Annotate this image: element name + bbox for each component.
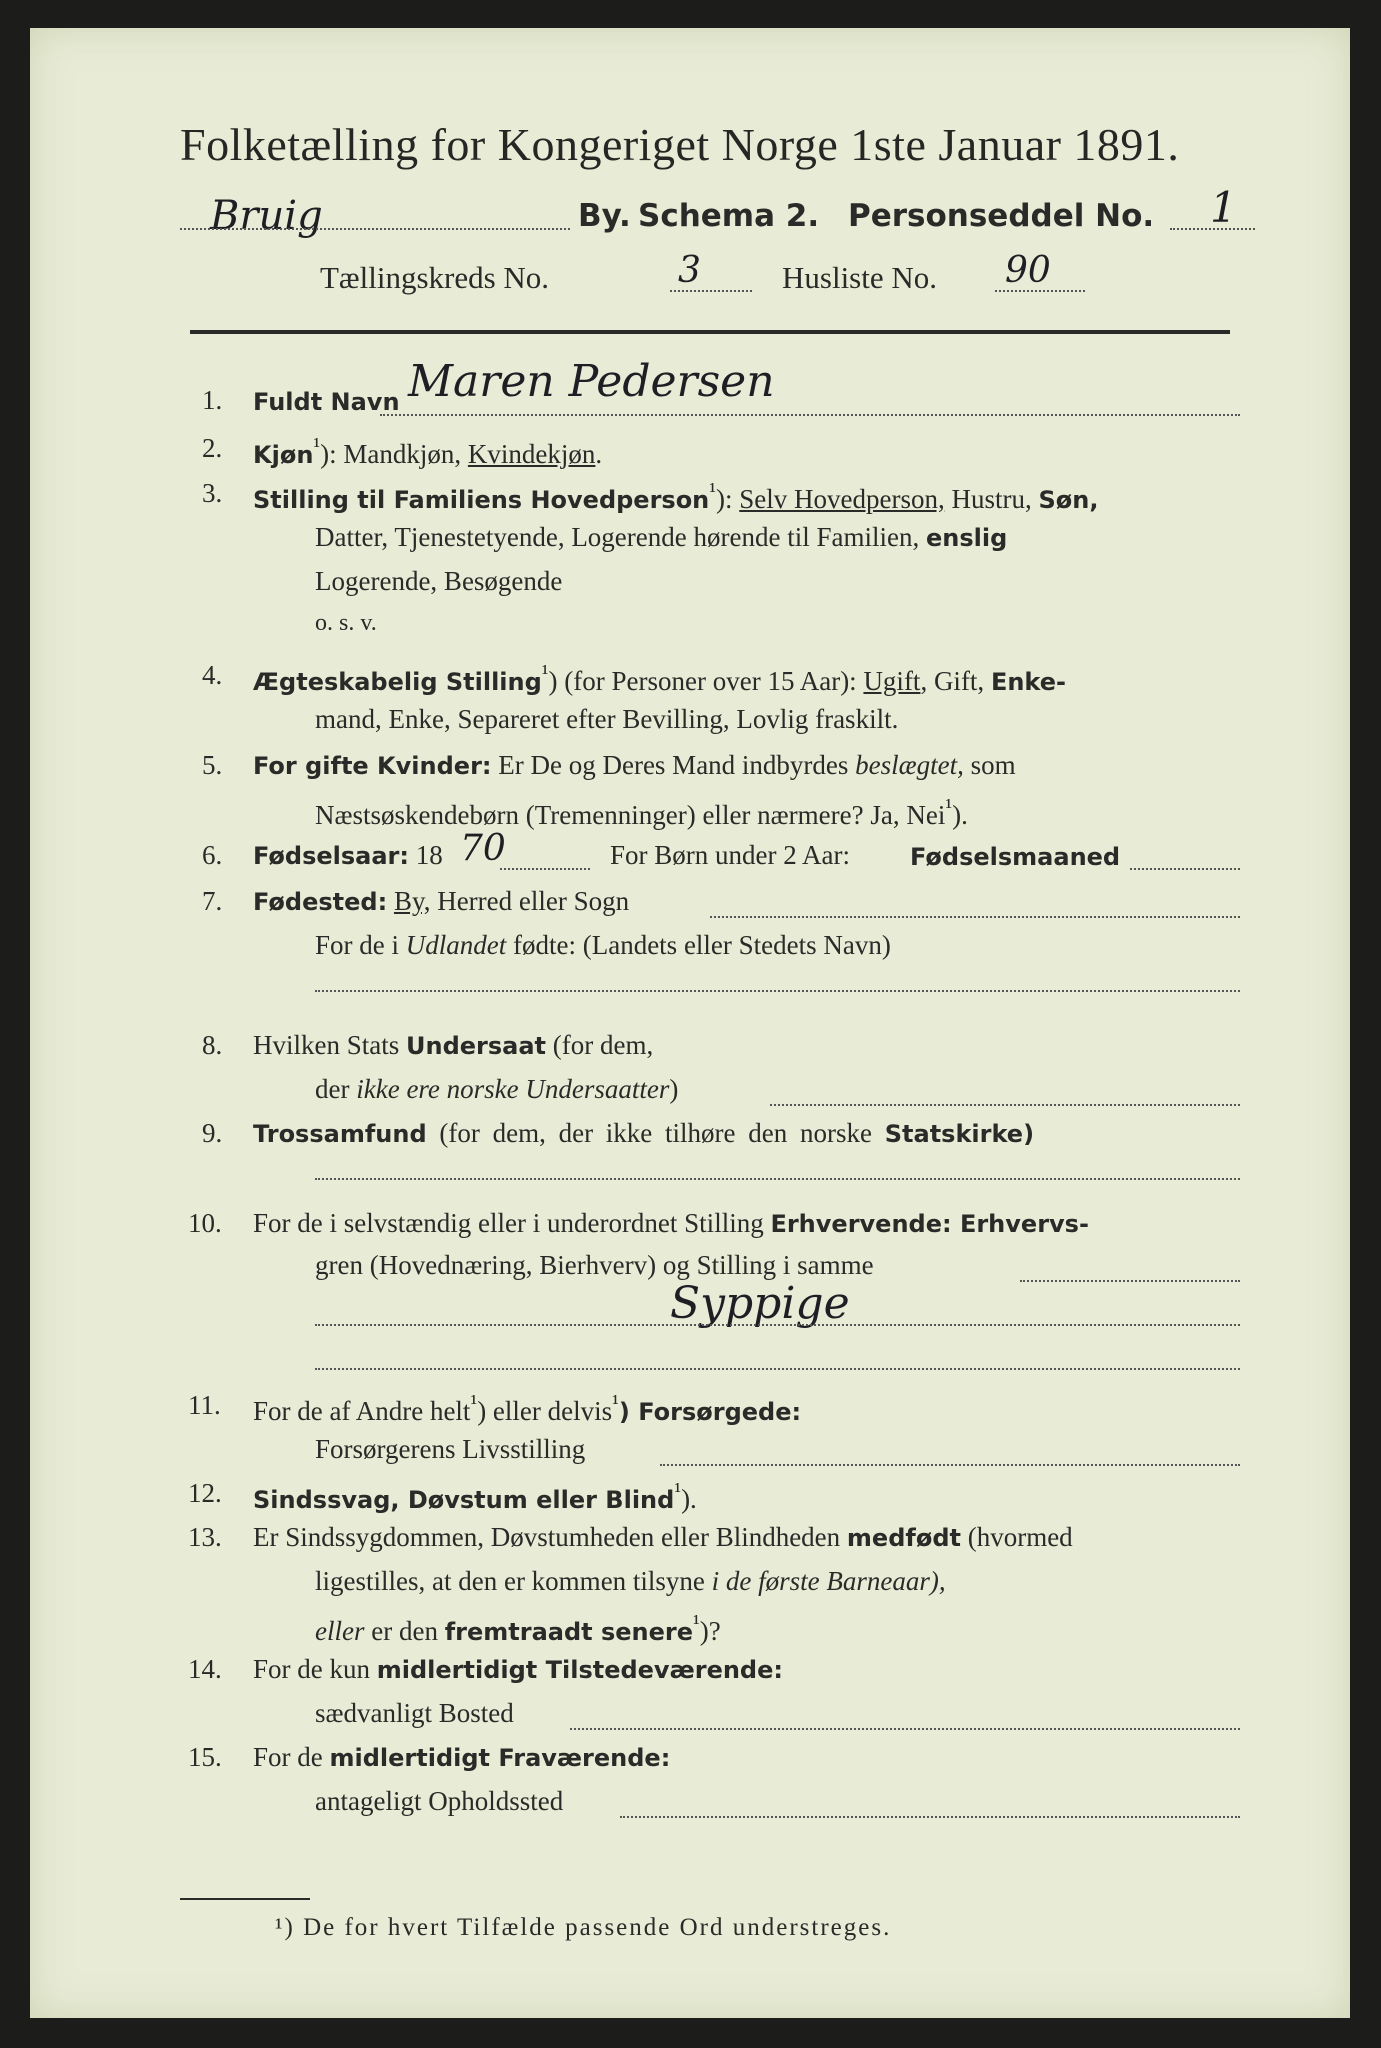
q3-line2-text: Datter, Tjenestetyende, Logerende hørende til Familien, <box>315 522 926 552</box>
city-handwritten: Bruig <box>210 193 323 239</box>
q13-line2-italic: i de første Barneaar), <box>711 1566 946 1596</box>
header-rule <box>190 330 1230 334</box>
q4-line1 <box>253 660 1066 697</box>
q8-label: Undersaat <box>406 1032 547 1060</box>
q8-dotted-line <box>770 1104 1240 1106</box>
q10-dotted-line-3 <box>315 1368 1240 1370</box>
q4-number: 4. <box>202 660 223 690</box>
q13-text: Er Sindssygdommen, Døvstumheden eller Blindheden <box>253 1522 847 1552</box>
footnote-marker: ¹ <box>470 1390 478 1415</box>
q1-number: 1. <box>202 385 223 415</box>
q13-line2-text: ligestilles, at den er kommen tilsyne <box>315 1566 712 1596</box>
tellingskreds-dotted-line <box>670 290 752 292</box>
footnote-marker: ¹ <box>541 660 549 685</box>
q2-underlined-answer: Kvindekjøn <box>467 439 596 469</box>
q5-line2-text: Næstsøskendebørn (Tremenninger) eller nærmere? Ja, Nei <box>315 800 946 830</box>
q3-label: Stilling til Familiens Hovedperson <box>253 486 710 514</box>
q13-line3 <box>315 1610 721 1647</box>
q15-line1 <box>253 1742 670 1773</box>
q12-text: ). <box>681 1484 697 1514</box>
footnote-marker: ¹ <box>674 1478 682 1503</box>
q3-line1 <box>253 478 1098 515</box>
q11-text-2: ) eller delvis <box>477 1396 613 1426</box>
q10-text: For de i selvstændig eller i underordnet Stilling <box>253 1208 771 1238</box>
q9-dotted-line <box>315 1178 1240 1180</box>
q3-line4: o. s. v. <box>315 610 377 636</box>
q6-line <box>253 840 443 871</box>
q3-line3: Logerende, Besøgende <box>315 566 563 596</box>
q14-text: For de kun <box>253 1654 377 1684</box>
q13-line3-text: er den <box>364 1616 445 1646</box>
footnote-marker: ¹ <box>709 478 717 503</box>
q7-dotted-line-2 <box>315 990 1240 992</box>
q5-line2: Næstsøskendebørn (Tremenninger) eller nærmere? Ja, Nei$^{^1}$). <box>315 794 968 830</box>
q13-line3-italic: eller <box>315 1616 365 1646</box>
q8-number: 8. <box>202 1030 223 1060</box>
q5-text: Er De og Deres Mand indbyrdes <box>491 750 856 780</box>
q3-text: ): <box>716 484 740 514</box>
personseddel-handwritten: 1 <box>1210 183 1237 232</box>
q6-dotted-line <box>500 868 590 870</box>
q4-underlined-answer: Ugift <box>863 666 921 696</box>
q7-line1 <box>253 886 629 917</box>
footnote-marker: ¹ <box>945 794 953 819</box>
q4-label: Ægteskabelig Stilling <box>253 668 542 696</box>
q2-number: 2. <box>202 433 223 463</box>
q9-label: Trossamfund <box>253 1120 427 1148</box>
q13-number: 13. <box>188 1522 222 1552</box>
q13-label: medfødt <box>846 1524 961 1552</box>
q5-label: For gifte Kvinder: <box>253 752 492 780</box>
q8-line2-italic: ikke ere norske Undersaatter <box>356 1074 670 1104</box>
q11-dotted-line <box>660 1464 1240 1466</box>
q11-line2: Forsørgerens Livsstilling <box>315 1434 586 1464</box>
q7-line2-text: For de i <box>315 930 406 960</box>
footnote-marker: ¹ <box>612 1390 619 1415</box>
q3-underlined-answer: Selv Hovedperson, <box>739 484 945 514</box>
q4-text-2: , Gift, <box>920 666 991 696</box>
q6-text: 18 <box>409 840 443 870</box>
q4-text-bold: Enke- <box>990 668 1066 696</box>
husliste-dotted-line <box>995 290 1085 292</box>
q8-text-end: (for dem, <box>546 1030 654 1060</box>
q2-label: Kjøn <box>253 441 314 469</box>
q4-line2: mand, Enke, Separeret efter Bevilling, Lovlig fraskilt. <box>315 704 899 734</box>
q10-text-bold: Erhvervs- <box>951 1210 1089 1238</box>
form-title: Folketælling for Kongeriget Norge 1ste Januar 1891. <box>180 119 1180 170</box>
q9-text-bold: Statskirke) <box>884 1120 1035 1148</box>
q15-text: For de <box>253 1742 330 1772</box>
q4-text: ) (for Personer over 15 Aar): <box>548 666 864 696</box>
q1-dotted-line <box>380 414 1240 416</box>
footnote-rule <box>180 1898 310 1900</box>
q15-label: midlertidigt Fraværende: <box>329 1744 671 1772</box>
schema-label: Schema 2. <box>638 198 820 234</box>
q11-line1 <box>253 1390 801 1427</box>
q15-number: 15. <box>188 1742 222 1772</box>
q9-number: 9. <box>202 1118 223 1148</box>
q7-line2-italic: Udlandet <box>405 930 507 960</box>
by-label: By. <box>578 198 631 234</box>
q12-line <box>253 1478 697 1515</box>
personseddel-label: Personseddel No. <box>848 198 1155 234</box>
q6-label: Fødselsaar: <box>253 842 409 870</box>
q9-text: (for dem, der ikke tilhøre den norske <box>426 1118 885 1148</box>
q3-line2-bold: enslig <box>925 524 1008 552</box>
q6-text-c: Fødselsmaaned <box>910 843 1121 871</box>
q2-line <box>253 433 602 470</box>
q13-line3-bold: fremtraadt senere <box>444 1618 694 1646</box>
q7-dotted-line <box>710 916 1240 918</box>
q7-label: Fødested: <box>253 888 388 916</box>
q3-text-bold: Søn, <box>1038 486 1099 514</box>
census-form-sheet <box>30 28 1350 2018</box>
q6-dotted-line-2 <box>1130 868 1240 870</box>
q14-dotted-line <box>570 1728 1240 1730</box>
husliste-handwritten: 90 <box>1005 250 1051 291</box>
q10-label: Erhvervende: <box>770 1210 952 1238</box>
q7-line2-text-end: fødte: (Landets eller Stedets Navn) <box>506 930 891 960</box>
q3-line2 <box>315 522 1007 553</box>
q10-dotted-line-2 <box>315 1324 1240 1326</box>
tellingskreds-handwritten: 3 <box>678 250 701 291</box>
q14-label: midlertidigt Tilstedeværende: <box>376 1656 783 1684</box>
q7-number: 7. <box>202 886 223 916</box>
q8-text: Hvilken Stats <box>253 1030 406 1060</box>
q8-line2-text: der <box>315 1074 357 1104</box>
q11-text: For de af Andre helt <box>253 1396 471 1426</box>
q5-text-end: som <box>963 750 1016 780</box>
q10-number: 10. <box>188 1208 222 1238</box>
personseddel-dotted-line <box>1170 228 1255 230</box>
q14-line2: sædvanligt Bosted <box>315 1698 514 1728</box>
q5-italic: beslægtet, <box>855 750 964 780</box>
q15-dotted-line <box>620 1816 1240 1818</box>
q11-label: ) Forsørgede: <box>618 1398 802 1426</box>
q5-number: 5. <box>202 750 223 780</box>
q10-occupation-handwritten: Syppige <box>670 1278 850 1329</box>
q13-text-end: (hvormed <box>960 1522 1073 1552</box>
q13-line1 <box>253 1522 1073 1553</box>
footnote-marker: ¹ <box>313 433 321 458</box>
q7-text: Herred eller Sogn <box>430 886 630 916</box>
footnote-marker: ¹ <box>693 1610 700 1635</box>
q13-line2 <box>315 1566 946 1597</box>
q1-name-handwritten: Maren Pedersen <box>408 356 775 407</box>
tellingskreds-label: Tællingskreds No. <box>320 260 550 295</box>
q15-line2: antageligt Opholdssted <box>315 1786 564 1816</box>
q12-label: Sindssvag, Døvstum eller Blind <box>253 1486 675 1514</box>
q6-number: 6. <box>202 840 223 870</box>
q8-line2: der ikke ere norske Undersaatter) <box>315 1074 679 1104</box>
q14-line1 <box>253 1654 783 1685</box>
q8-line1 <box>253 1030 653 1061</box>
q7-line2 <box>315 930 891 961</box>
footnote-text: ¹) De for hvert Tilfælde passende Ord understreges. <box>275 1914 892 1941</box>
q3-number: 3. <box>202 478 223 508</box>
q2-text-end: . <box>595 439 603 469</box>
q13-line3-end: )? <box>699 1616 721 1646</box>
q10-line1 <box>253 1208 1089 1239</box>
city-dotted-line <box>180 228 570 230</box>
q6-year-handwritten: 70 <box>460 828 506 869</box>
q6-text-b: For Børn under 2 Aar: <box>610 840 850 870</box>
q5-line1 <box>253 750 1016 781</box>
q12-number: 12. <box>188 1478 222 1508</box>
q7-underlined-answer: By, <box>393 886 431 916</box>
q10-line2: gren (Hovednæring, Bierhverv) og Stilling i samme <box>315 1250 874 1280</box>
q1-label: Fuldt Navn <box>253 388 400 416</box>
q3-text-2: Hustru, <box>944 484 1039 514</box>
q10-dotted-line <box>1020 1280 1240 1282</box>
q9-line1 <box>253 1118 1034 1149</box>
q2-text: ): Mandkjøn, <box>320 439 468 469</box>
q14-number: 14. <box>188 1654 222 1684</box>
q11-number: 11. <box>188 1390 221 1420</box>
husliste-label: Husliste No. <box>782 260 937 295</box>
